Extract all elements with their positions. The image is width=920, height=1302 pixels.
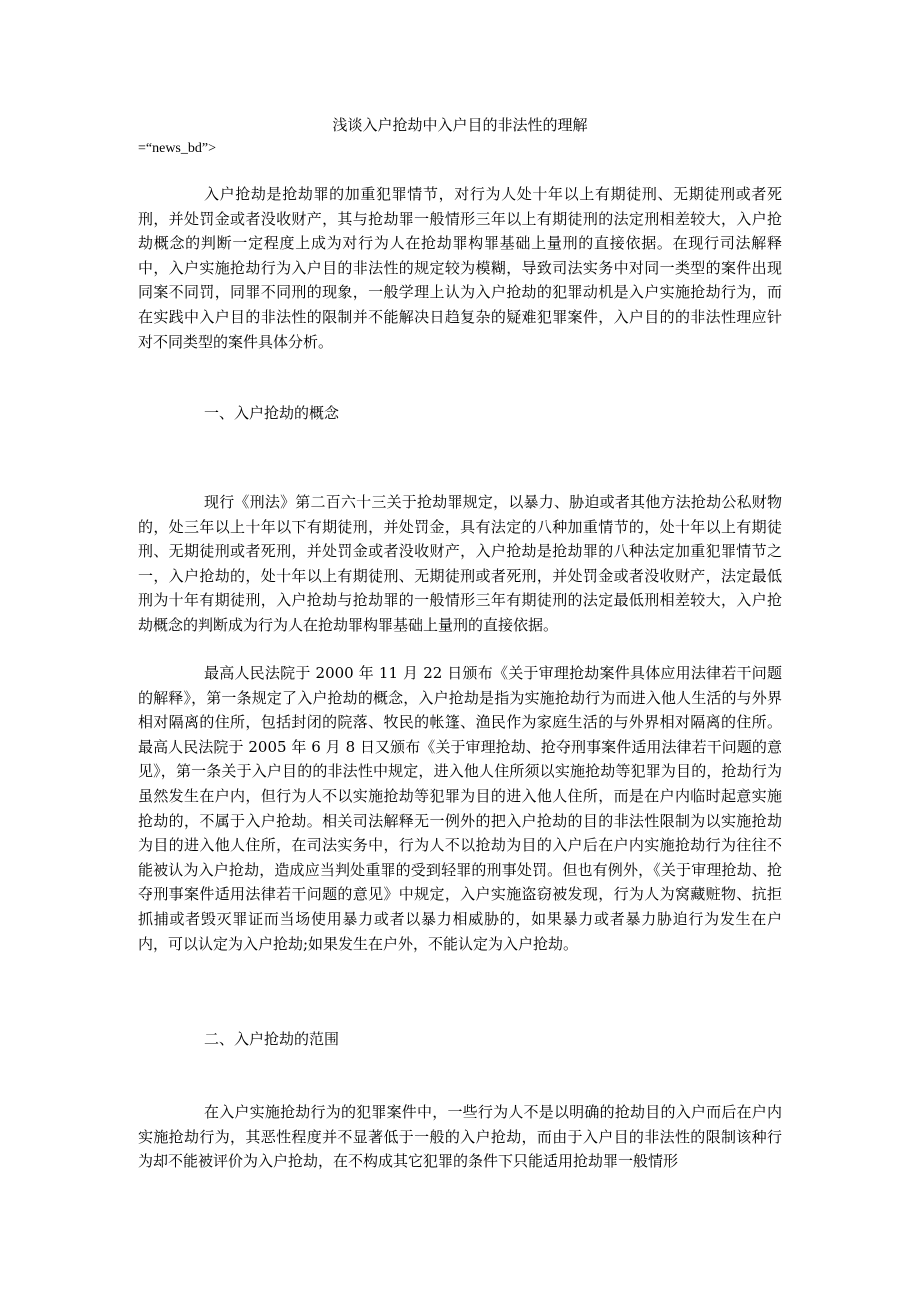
section-heading-scope: 二、入户抢劫的范围	[204, 1030, 340, 1048]
html-code-fragment: =“news_bd”>	[138, 141, 216, 156]
concept-paragraph: 现行《刑法》第二百六十三关于抢劫罪规定，以暴力、胁迫或者其他方法抢劫公私财物的，处三年以上十年以下有期徒刑，并处罚金，具有法定的八种加重情节的，处十年以上有期徒刑、无期徒刑或者死刑，并处罚金或者没收财产，入户抢劫是抢劫罪的八种法定加重犯罪情节之一，入户抢劫的，处十年以上有期徒刑、无期徒刑或者死刑，并处罚金或者没收财产，法定最低刑为十年有期徒刑，入户抢劫与抢劫罪的一般情形三年有期徒刑的法定最低刑相差较大，入户抢劫概念的判断成为行为人在抢劫罪构罪基础上量刑的直接依据。	[138, 493, 782, 634]
intro-paragraph: 入户抢劫是抢劫罪的加重犯罪情节，对行为人处十年以上有期徒刑、无期徒刑或者死刑，并处罚金或者没收财产，其与抢劫罪一般情形三年以上有期徒刑的法定刑相差较大，入户抢劫概念的判断一定程度上成为对行为人在抢劫罪构罪基础上量刑的直接依据。在现行司法解释中，入户实施抢劫行为入户目的非法性的规定较为模糊，导致司法实务中对同一类型的案件出现同案不同罚，同罪不同刑的现象，一般学理上认为入户抢劫的犯罪动机是入户实施抢劫行为，而在实践中入户目的非法性的限制并不能解决日趋复杂的疑难犯罪案件，入户目的的非法性理应针对不同类型的案件具体分析。	[138, 185, 782, 351]
section-heading-concept: 一、入户抢劫的概念	[204, 404, 340, 422]
document-title: 浅谈入户抢劫中入户目的非法性的理解	[332, 116, 588, 134]
judicial-interpretation-paragraph: 最高人民法院于 2000 年 11 月 22 日颁布《关于审理抢劫案件具体应用法律若干问题的解释》，第一条规定了入户抢劫的概念，入户抢劫是指为实施抢劫行为而进入他人生活的与外界相对隔离的住所，包括封闭的院落、牧民的帐篷、渔民作为家庭生活的与外界相对隔离的住所。最高人民法院于 2005 年 6 月 8 日又颁布《关于审理抢劫、抢夺刑事案件适用法律若干问题的意见》，第一条关于入户目的的非法性中规定，进入他人住所须以实施抢劫等犯罪为目的，抢劫行为虽然发生在户内，但行为人不以实施抢劫等犯罪为目的进入他人住所，而是在户内临时起意实施抢劫的，不属于入户抢劫。相关司法解释无一例外的把入户抢劫的目的非法性限制为以实施抢劫为目的进入他人住所，在司法实务中，行为人不以抢劫为目的入户后在户内实施抢劫行为往往不能被认为入户抢劫，造成应当判处重罪的受到轻罪的刑事处罚。但也有例外，《关于审理抢劫、抢夺刑事案件适用法律若干问题的意见》中规定，入户实施盗窃被发现，行为人为窝藏赃物、抗拒抓捕或者毁灭罪证而当场使用暴力或者以暴力相威胁的，如果暴力或者暴力胁迫行为发生在户内，可以认定为入户抢劫;如果发生在户外，不能认定为入户抢劫。	[138, 664, 782, 953]
scope-paragraph: 在入户实施抢劫行为的犯罪案件中，一些行为人不是以明确的抢劫目的入户而后在户内实施抢劫行为，其恶性程度并不显著低于一般的入户抢劫，而由于入户目的非法性的限制该种行为却不能被评价为入户抢劫，在不构成其它犯罪的条件下只能适用抢劫罪一般情形	[138, 1103, 782, 1171]
